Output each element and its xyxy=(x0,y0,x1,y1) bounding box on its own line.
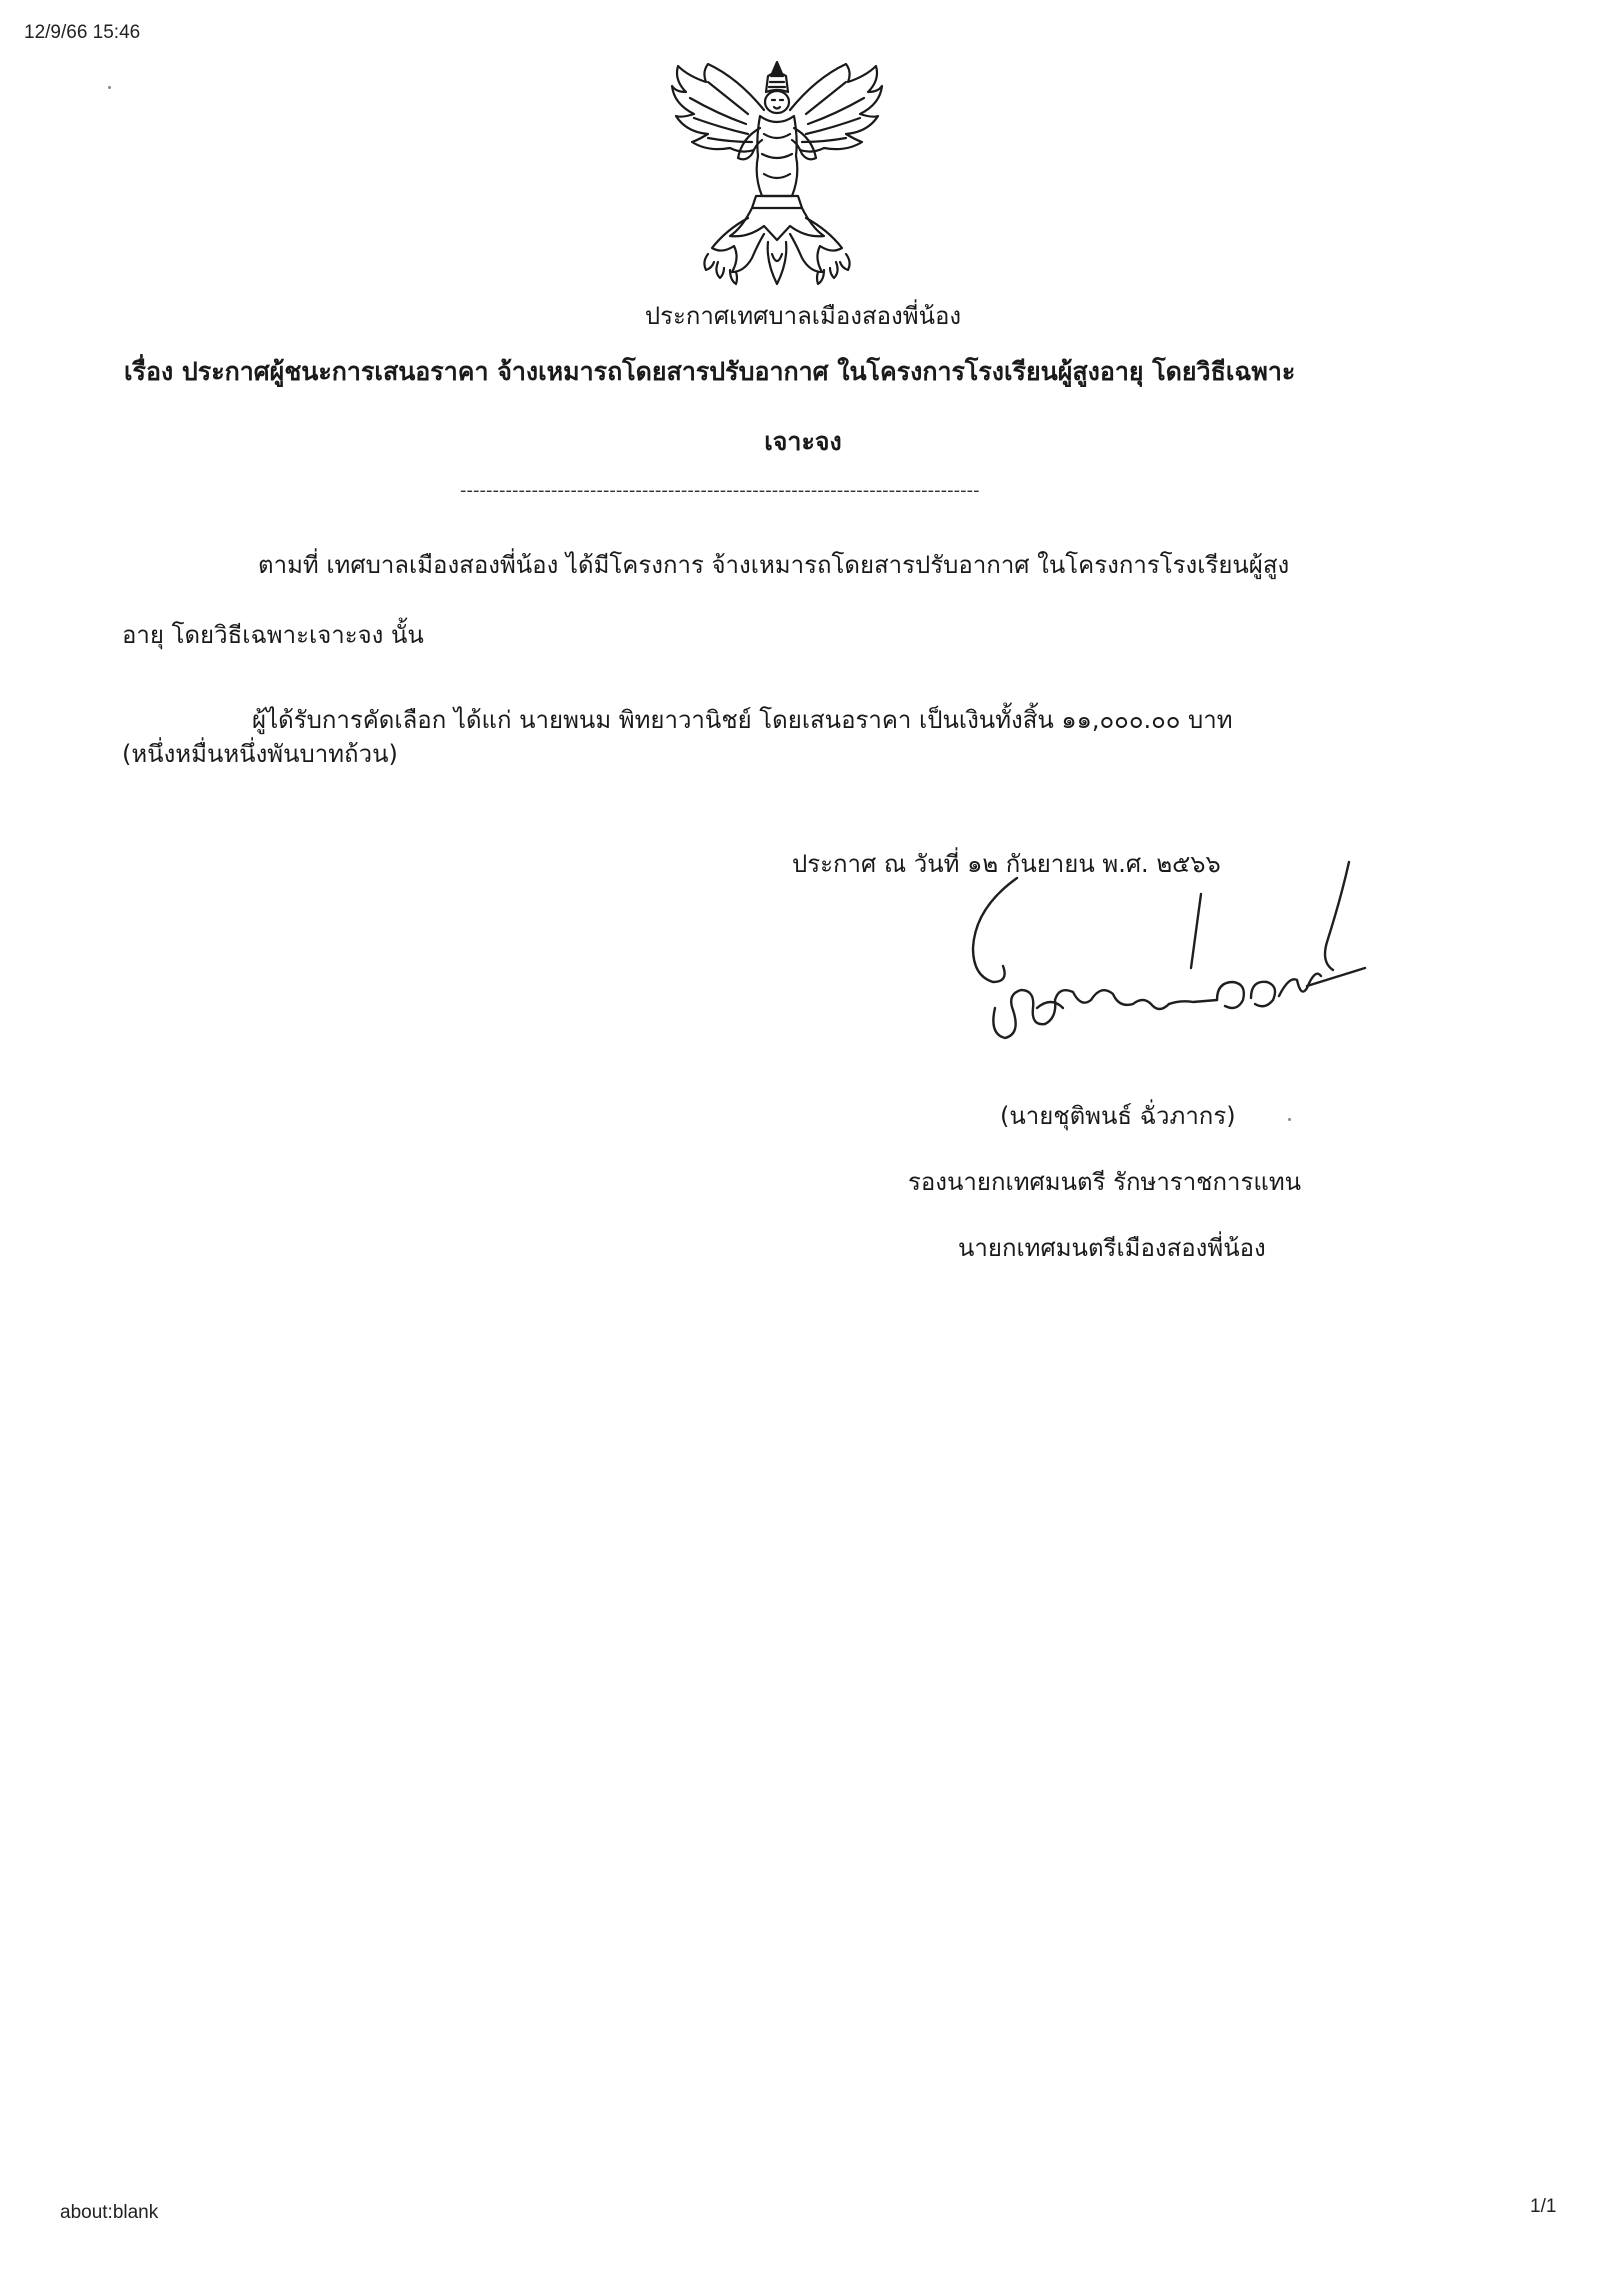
paragraph2-line1: ผู้ได้รับการคัดเลือก ได้แก่ นายพนม พิทยาวานิชย์ โดยเสนอราคา เป็นเงินทั้งสิ้น ๑๑,๐๐๐.๐๐ บาท xyxy=(252,706,1233,734)
scan-speck xyxy=(1288,1118,1291,1121)
announcement-org-title: ประกาศเทศบาลเมืองสองพี่น้อง xyxy=(644,302,962,330)
print-footer-url: about:blank xyxy=(60,2202,159,2223)
signer-position-line2: นายกเทศมนตรีเมืองสองพี่น้อง xyxy=(958,1234,1266,1262)
print-footer-page: 1/1 xyxy=(1530,2196,1557,2217)
paragraph2-line2: (หนึ่งหมื่นหนึ่งพันบาทถ้วน) xyxy=(122,740,398,768)
announcement-date: ประกาศ ณ วันที่ ๑๒ กันยายน พ.ศ. ๒๕๖๖ xyxy=(792,850,1221,878)
handwritten-signature-icon xyxy=(955,858,1375,1068)
print-timestamp: 12/9/66 15:46 xyxy=(24,22,141,43)
announcement-subject-line2: เจาะจง xyxy=(764,427,842,456)
divider: -------------------------------------------------------------------------------- xyxy=(460,480,980,501)
signer-position-line1: รองนายกเทศมนตรี รักษาราชการแทน xyxy=(908,1168,1302,1196)
signer-name: (นายชุติพนธ์ ฉั่วภากร) xyxy=(1000,1102,1236,1130)
paragraph1-line1: ตามที่ เทศบาลเมืองสองพี่น้อง ได้มีโครงการ จ้างเหมารถโดยสารปรับอากาศ ในโครงการโรงเรียนผู้สูง xyxy=(258,551,1290,579)
scan-speck xyxy=(108,86,111,89)
garuda-emblem-icon xyxy=(668,58,886,290)
paragraph1-line2: อายุ โดยวิธีเฉพาะเจาะจง นั้น xyxy=(122,621,424,649)
announcement-subject-line1: เรื่อง ประกาศผู้ชนะการเสนอราคา จ้างเหมารถโดยสารปรับอากาศ ในโครงการโรงเรียนผู้สูงอายุ โดยวิธีเฉพาะ xyxy=(124,357,1296,386)
